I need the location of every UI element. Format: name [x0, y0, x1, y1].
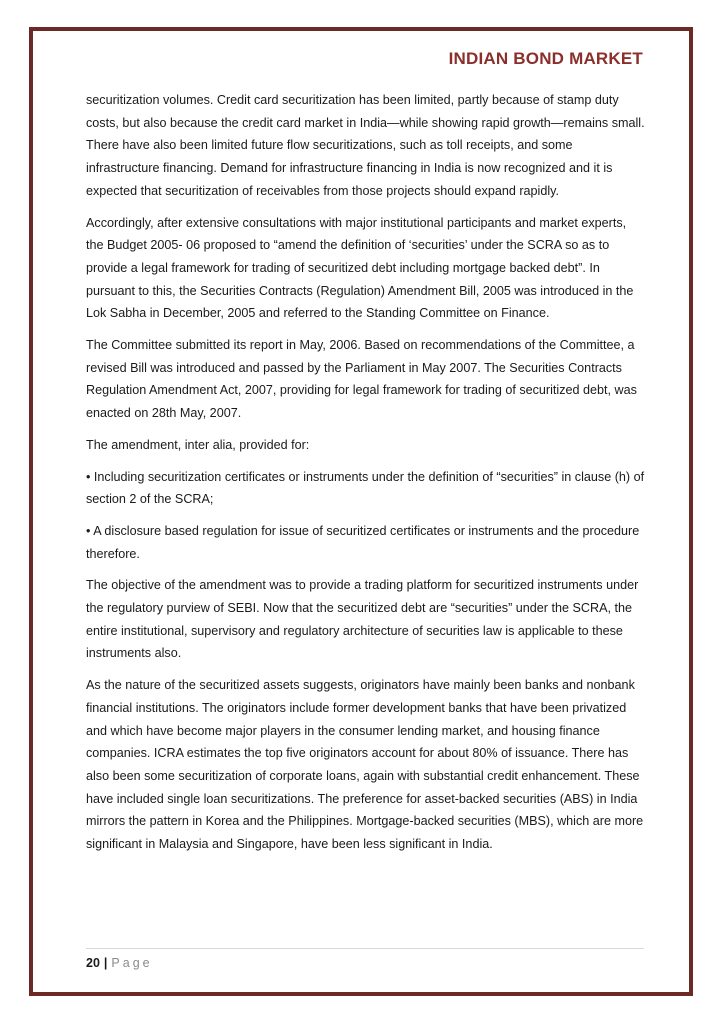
bullet-item-1: • Including securitization certificates or instruments under the definition of “securities” in clause (h) of section 2 of the SCRA; [86, 469, 645, 507]
page-footer [86, 956, 153, 970]
running-header-title: INDIAN BOND MARKET [448, 49, 643, 68]
paragraph-4: The amendment, inter alia, provided for: [86, 437, 310, 452]
paragraph-3: The Committee submitted its report in May, 2006. Based on recommendations of the Committee, a revised Bill was introduced and passed by the Parliament in May 2007. The Securities Contracts Regulation Amendment Act, 2007, providing for legal framework for trading of securitized debt, was enacted on 28th May, 2007. [86, 338, 637, 421]
body-text [86, 89, 646, 865]
paragraph-6: As the nature of the securitized assets suggests, originators have mainly been banks and nonbank financial institutions. The originators include former development banks that have been privatized and which have become major players in the consumer lending market, and housing finance companies. ICRA estimates the top five originators account for about 80% of issuance. There has also been some securitization of corporate loans, again with substantial credit enhancement. These have included single loan securitizations. The preference for asset-backed securities (ABS) in India mirrors the pattern in Korea and the Philippines. Mortgage-backed securities (MBS), which are more significant in Malaysia and Singapore, have been less significant in India. [86, 678, 644, 852]
footer-separator: | [103, 956, 108, 970]
paragraph-1: securitization volumes. Credit card securitization has been limited, partly because of stamp duty costs, but also because the credit card market in India—while showing rapid growth—remains small. There have also been limited future flow securitizations, such as toll receipts, and some infrastructure financing. Demand for infrastructure financing in India is now recognized and it is expected that securitization of receivables from those projects should expand rapidly. [86, 93, 645, 198]
footer-divider [86, 948, 644, 949]
bullet-item-2: • A disclosure based regulation for issue of securitized certificates or instruments and the procedure therefore. [86, 523, 640, 561]
paragraph-2: Accordingly, after extensive consultations with major institutional participants and market experts, the Budget 2005- 06 proposed to “amend the definition of ‘securities’ under the SCRA so as to provide a legal framework for trading of securitized debt including mortgage backed debt”. In pursuant to this, the Securities Contracts (Regulation) Amendment Bill, 2005 was introduced in the Lok Sabha in December, 2005 and referred to the Standing Committee on Finance. [86, 215, 634, 321]
page-number: 20 [86, 956, 100, 970]
page-label: Page [111, 956, 153, 970]
paragraph-5: The objective of the amendment was to provide a trading platform for securitized instruments under the regulatory purview of SEBI. Now that the securitized debt are “securities” under the SCRA, the entire institutional, supervisory and regulatory architecture of securities law is applicable to these instruments also. [86, 578, 639, 661]
